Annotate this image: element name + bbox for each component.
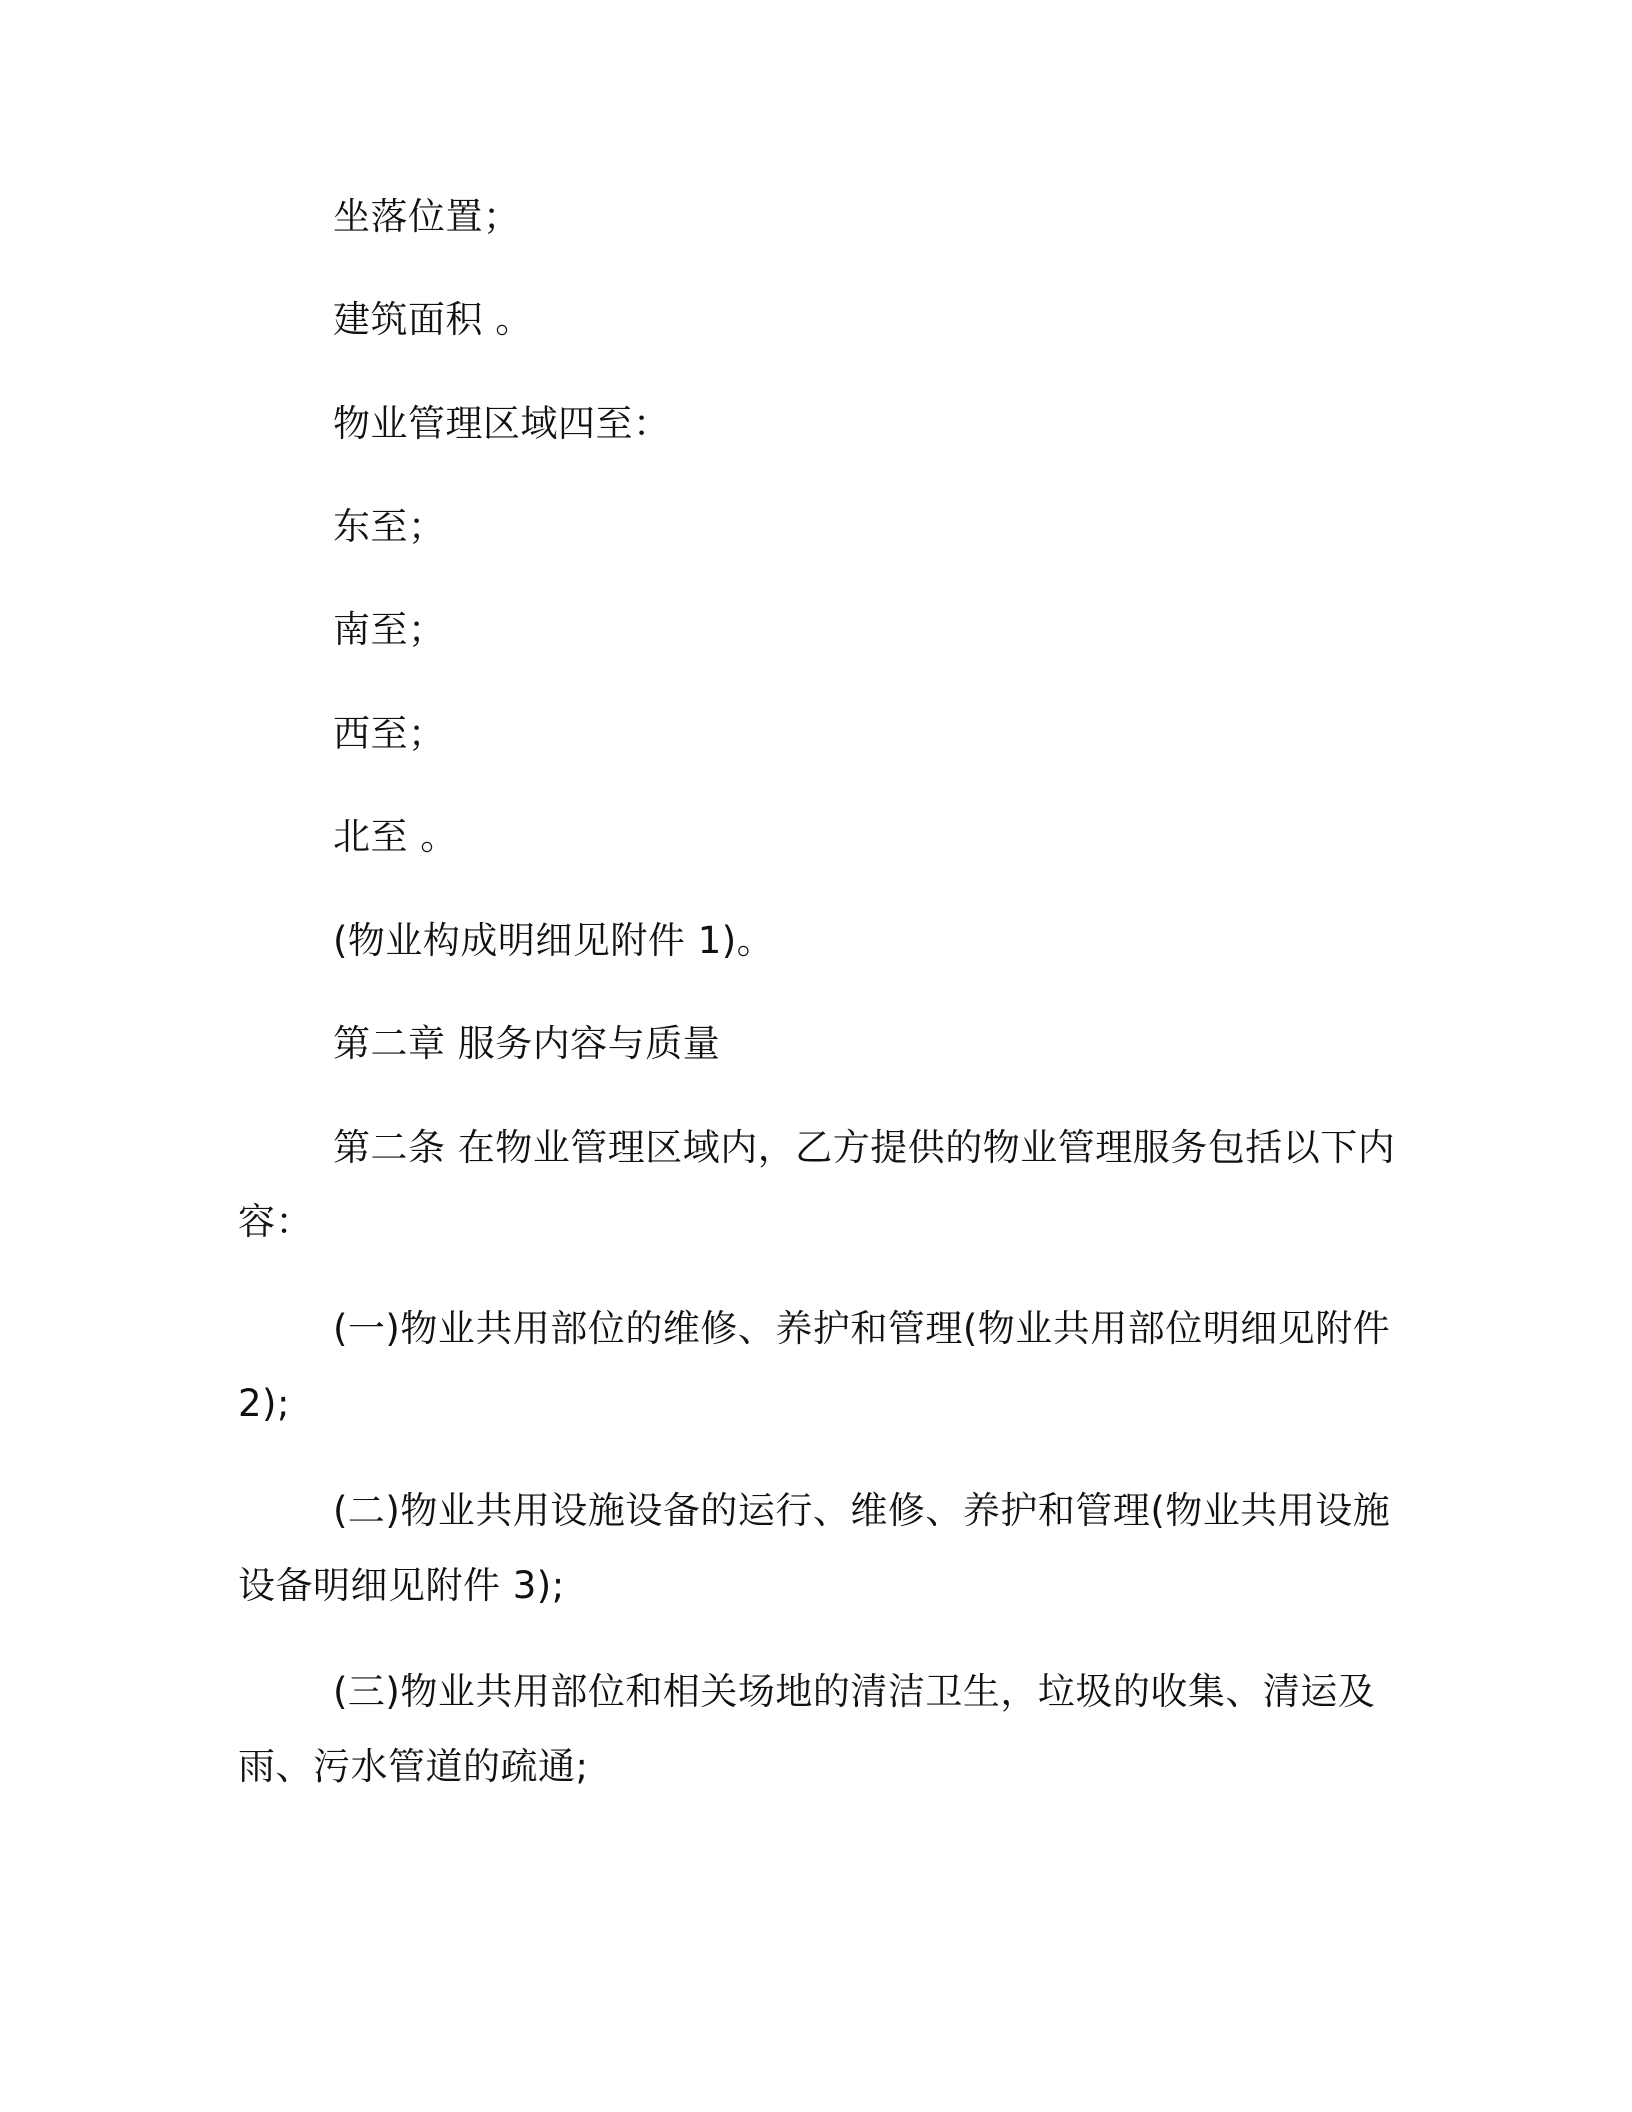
paragraph-east-boundary: 东至； — [333, 505, 446, 548]
paragraph-north-boundary: 北至 。 — [333, 815, 458, 858]
article-2-line-2: 容： — [238, 1200, 313, 1243]
item-3-line-1: (三)物业共用部位和相关场地的清洁卫生，垃圾的收集、清运及 — [333, 1670, 1376, 1713]
item-1-line-1: (一)物业共用部位的维修、养护和管理(物业共用部位明细见附件 — [333, 1307, 1391, 1350]
paragraph-boundaries-heading: 物业管理区域四至： — [333, 402, 671, 445]
paragraph-attachment-1-note: (物业构成明细见附件 1)。 — [333, 919, 775, 962]
paragraph-floor-area: 建筑面积 。 — [333, 298, 533, 341]
item-2-line-2: 设备明细见附件 3); — [238, 1564, 565, 1607]
item-2-line-1: (二)物业共用设施设备的运行、维修、养护和管理(物业共用设施 — [333, 1489, 1391, 1532]
paragraph-location: 坐落位置； — [333, 195, 521, 238]
chapter-2-heading: 第二章 服务内容与质量 — [333, 1022, 721, 1065]
item-1-line-2: 2); — [238, 1382, 290, 1425]
paragraph-west-boundary: 西至； — [333, 712, 446, 755]
article-2-line-1: 第二条 在物业管理区域内，乙方提供的物业管理服务包括以下内 — [333, 1126, 1396, 1169]
item-3-line-2: 雨、污水管道的疏通; — [238, 1745, 589, 1788]
paragraph-south-boundary: 南至； — [333, 608, 446, 651]
